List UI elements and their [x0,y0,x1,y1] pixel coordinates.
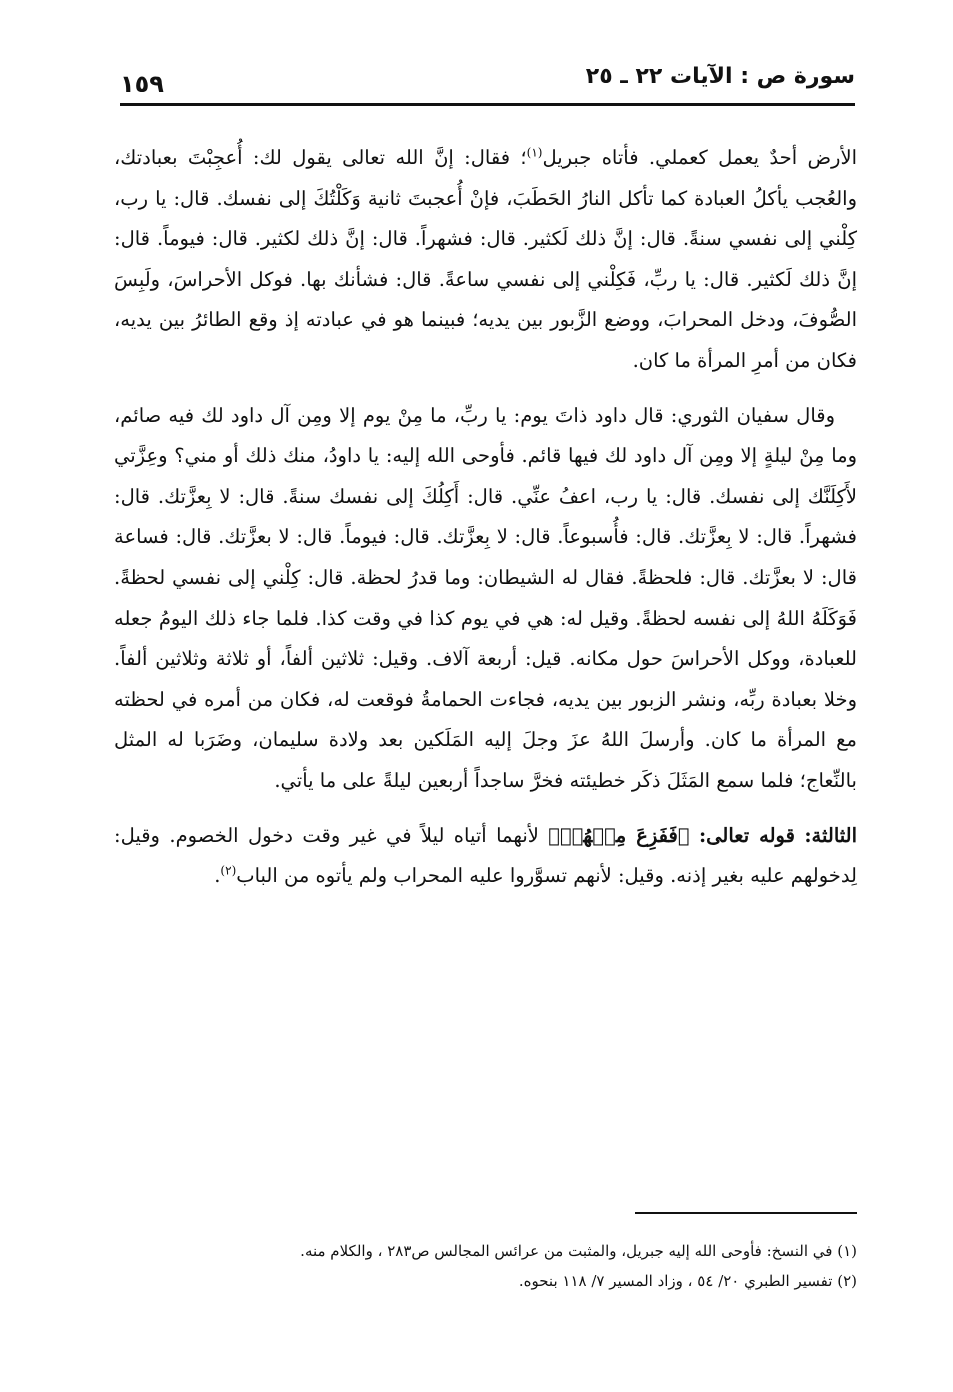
footnote-2: (٢) تفسير الطبري ٢٠/ ٥٤ ، وزاد المسير ٧/ ١١٨ بنحوه. [518,1272,857,1290]
paragraph-1-text-b: ؛ فقال: إنَّ الله تعالى يقول لك: أُعجِبْتَ بعبادتك، والعُجب يأكلُ العبادة كما تأكل النارُ الحَطَبَ، فإنْ أُعجبتَ ثانية وَكَلْتُكَ إلى نفسك. قال: يا رب، كِلْني إلى نفسي سنةً. قال: إنَّ ذلك لَكثير. قال: فشهراً. قال: إنَّ ذلك لكثير. قال: فيوماً. قال: إنَّ ذلك لَكثير. قال: يا ربِّ، فَكِلْني إلى نفسي ساعةً. قال: فشأنك بها. فوكل الأحراسَ، ولَبِسَ الصُّوفَ، ودخل المحرابَ، ووضع الزَّبور بين يديه؛ فبينما هو في عبادته إذ وقع الطائرُ بين يديه، فكان من أمرِ المرأة ما كان. [114,146,857,372]
paragraph-2: وقال سفيان الثوري: قال داود ذاتَ يوم: يا ربِّ، ما مِنْ يوم إلا ومِن آل داود لك فيه صائم، وما مِنْ ليلةٍ إلا ومِن آل داود لك فيها قائم. فأوحى الله إليه: يا داودُ، منك ذلك أو مني؟ وعِزَّتي لأَكِلَنَّك إلى نفسك. قال: يا رب، اعفُ عنِّي. قال: أَكِلُكَ إلى نفسك سنةً. قال: لا بِعزَّتك. قال: فشهراً. قال: لا بِعزَّتك. قال: فأُسبوعاً. قال: لا بِعزَّتك. قال: فيوماً. قال: لا بعزَّتك. قال: فساعة قال: لا بعزَّتك. قال: فلحظةً. فقال له الشيطان: وما قدرُ لحظة. قال: كِلْني إلى نفسي لحظةً. فَوَكَلَهُ اللهُ إلى نفسه لحظةً. وقيل له: هي في يوم كذا في وقت كذا. فلما جاء ذلك اليومُ جعله للعبادة، ووكل الأحراسَ حول مكانه. قيل: أربعة آلاف. وقيل: ثلاثين ألفاً، أو ثلاثة وثلاثين ألفاً. وخلا بعبادة ربِّه، ونشر الزبور بين يديه، فجاءت الحمامةُ فوقعت له، فكان من أمره في لحظته مع المرأة ما كان. وأرسلَ اللهُ عزَ وجلَ إليه المَلَكين بعد ولادة سليمان، وضَرَبا له المثل بالنِّعاج؛ فلما سمع المَثَلَ ذكَر خطيئته فخرَّ ساجداً أربعين ليلةً على ما يأتي. [114,403,857,792]
footnote-separator [635,1212,857,1214]
page-number: ١٥٩ [120,70,164,98]
footnote-1: (١) في النسخ: فأوحى الله إليه جبريل، والمثبت من عرائس المجالس ص٢٨٣ ، والكلام منه. [300,1242,857,1260]
footnote-ref-2: (٢) [220,863,237,878]
paragraph-3-text: لأنهما أتياه ليلاً في غير وقت دخول الخصوم. وقيل: لِدخولهم عليه بغير إذنه. وقيل: لأنهم تسوَّروا عليه المحراب ولم يأتوه من الباب [114,823,857,888]
quran-quote: ﴿فَفَزِعَ مِنۡهُمۡ﴾ [548,823,690,847]
paragraph-3 [114,816,857,897]
quote-lead: قوله تعالى: [698,823,795,847]
header-rule [120,103,855,106]
point-label: الثالثة: [804,823,858,847]
running-title: سورة ص : الآيات ٢٢ ـ ٢٥ [585,64,855,89]
footnotes [114,1236,857,1296]
main-text [114,138,857,897]
paragraph-1 [114,138,857,382]
footnote-ref-1: (١) [526,145,543,160]
page-header [120,62,855,106]
paragraph-3-end: . [214,864,221,888]
paragraph-1-text-a: الأرض أحدٌ يعمل كعملي. فأتاه جبريل [542,146,858,169]
